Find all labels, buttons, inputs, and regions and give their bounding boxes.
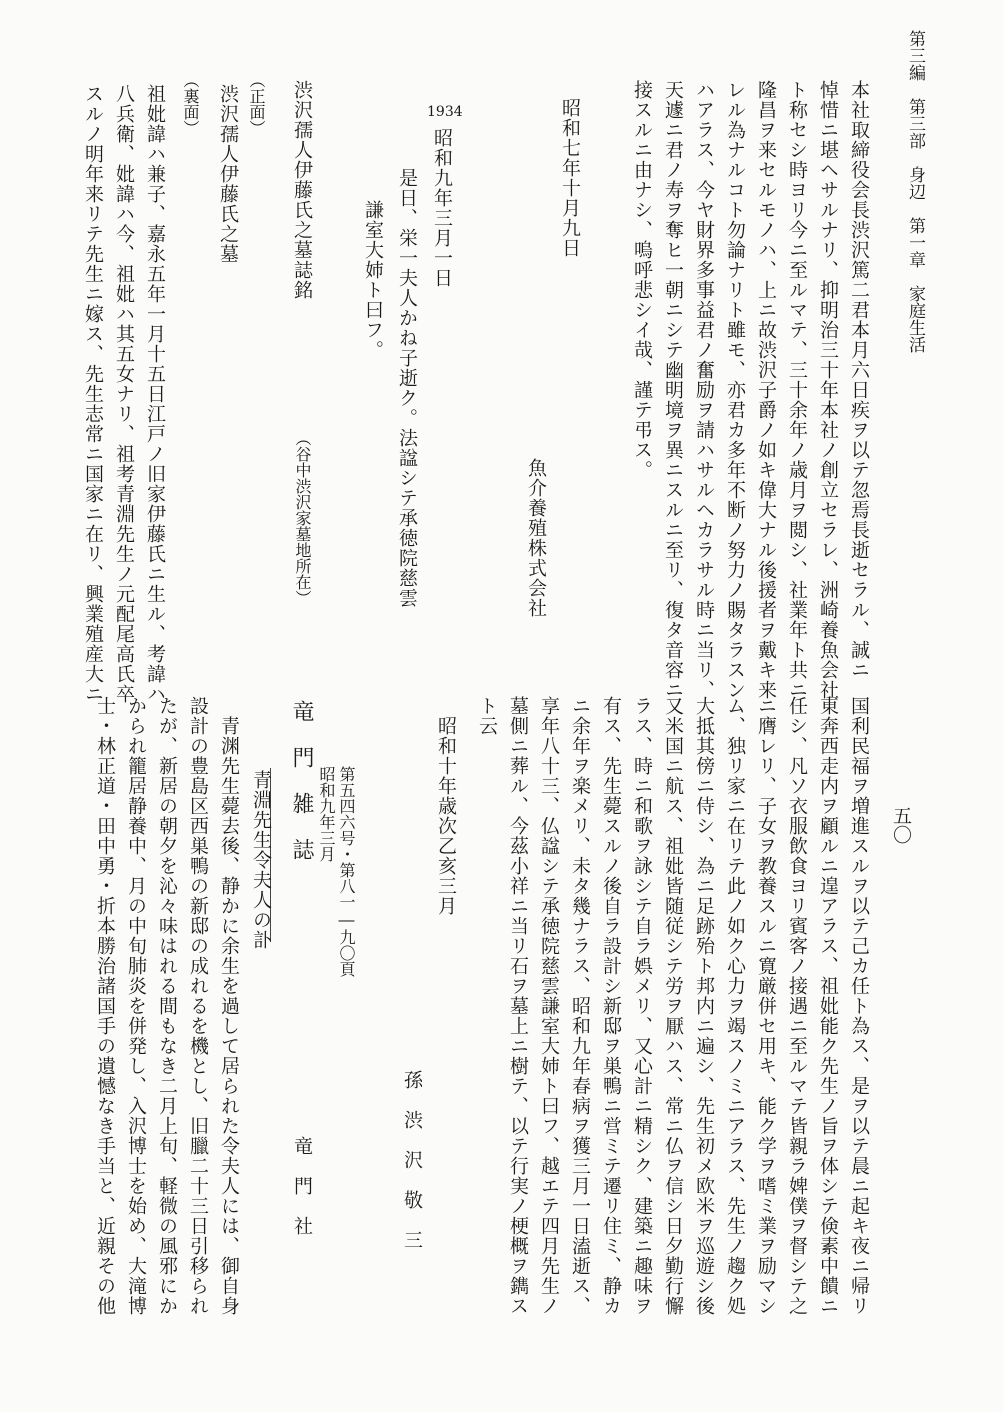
magazine-publisher: 竜 門 社 — [291, 1136, 313, 1236]
article-line: 設計の豊島区西巣鴨の新邸の成れるを機とし、旧臘二十三日引移られ — [187, 696, 209, 1316]
obituary-line: 隆昌ヲ来セルモノハ、上ニ故渋沢子爵ノ如キ偉大ナル後援者ヲ戴キ来 — [755, 80, 777, 700]
epitaph-line: 大抵其傍ニ侍シ、為ニ足跡殆ト邦内ニ遍シ、先生初メ欧米ヲ巡遊シ後 — [693, 696, 715, 1316]
epitaph-line: ラス、時ニ和歌ヲ詠シテ自ラ娯メリ、又心計ニ精シク、建築ニ趣味ヲ — [631, 696, 653, 1316]
obituary-line: 接スルニ由ナシ、嗚呼悲シイ哉、謹テ弔ス。 — [631, 80, 653, 480]
epitaph-line: 東奔西走内ヲ顧ルニ遑アラス、祖妣能ク先生ノ旨ヲ体シテ倹素中饋ニ — [817, 696, 839, 1316]
article-title: 青淵先生令夫人の訃 — [250, 770, 272, 950]
back-line: スルノ明年来リテ先生ニ嫁ス、先生志常ニ国家ニ在リ、興業殖産大ニ — [82, 84, 104, 704]
back-line: 祖妣諱ハ兼子、嘉永五年一月十五日江戸ノ旧家伊藤氏ニ生ル、考諱ハ — [144, 84, 166, 704]
obituary-line: ハアラス、今ヤ財界多事益君ノ奮励ヲ請ハサルヘカラサル時ニ当リ、 — [693, 80, 715, 700]
epitaph-line: ニ余年ヲ楽メリ、未タ幾ナラス、昭和九年春病ヲ獲三月一日溘逝ス、 — [569, 696, 591, 1316]
epitaph-title: 渋沢孺人伊藤氏之墓誌銘 — [291, 80, 313, 300]
event-line: 謙室大姉ト曰フ。 — [362, 200, 384, 360]
epitaph-line: 又米国ニ航ス、祖妣皆随従シテ労ヲ厭ハス、常ニ仏ヲ信シ日夕勤行懈 — [662, 696, 684, 1316]
magazine-issue: 第五四六号・第八一―九〇頁 — [337, 766, 356, 977]
front-label: （正面） — [247, 72, 266, 136]
epitaph-line: 有ス、先生薨スルノ後自ラ設計シ新邸ヲ巣鴨ニ営ミテ遷リ住ミ、静カ — [600, 696, 622, 1316]
epitaph-line: 享年八十三、仏諡シテ承徳院慈雲謙室大姉ト曰フ、越エテ四月先生ノ — [538, 696, 560, 1316]
obituary-line: 悼惜ニ堪ヘサルナリ、抑明治三十年本社ノ創立セラレ、洲崎養魚会社 — [817, 80, 839, 700]
article-line: 青渊先生薨去後、静かに余生を過して居られた令夫人には、御自身 — [218, 716, 240, 1316]
epitaph-line: ム、独リ家ニ在リテ此ノ如ク心力ヲ竭スノミニアラス、先生ノ趨ク処 — [724, 696, 746, 1316]
obituary-line: 天遽ニ君ノ寿ヲ奪ヒ一朝ニシテ幽明境ヲ異ニスルニ至リ、復タ音容ニ — [662, 80, 684, 700]
epitaph-location: （谷中渋沢家墓地所在） — [293, 430, 312, 606]
article-line: たが、新居の朝夕を沁々味はれる間もなき二月上旬、軽微の風邪にか — [156, 696, 178, 1316]
article-line: 士・林正道・田中勇・折本勝治諸国手の遺憾なき手当と、近親その他 — [94, 696, 116, 1316]
page-number: 五〇 — [890, 806, 912, 844]
chapter-header: 第三編 第三部 身辺 第一章 家庭生活 — [905, 30, 925, 353]
epitaph-author: 孫 渋 沢 敬 三 — [401, 1070, 423, 1250]
epitaph-line: 任シ、凡ソ衣服飲食ヨリ賓客ノ接遇ニ至ルマテ皆親ラ婢僕ヲ督シテ之 — [786, 696, 808, 1316]
magazine-date: 昭和九年三月 — [317, 766, 336, 862]
event-date: 昭和九年三月一日 — [431, 128, 453, 288]
obituary-line: 本社取締役会長渋沢篤二君本月六日疾ヲ以テ忽焉長逝セラル、誠ニ — [848, 80, 870, 680]
epitaph-line: 国利民福ヲ増進スルヲ以テ己カ任ト為ス、是ヲ以テ晨ニ起キ夜ニ帰リ — [848, 696, 870, 1316]
obituary-signer: 魚介養殖株式会社 — [525, 458, 547, 618]
front-text: 渋沢孺人伊藤氏之墓 — [217, 84, 239, 264]
event-line: 是日、栄一夫人かね子逝ク。法諡シテ承徳院慈雲 — [396, 168, 418, 608]
epitaph-line: 墓側ニ葬ル、今茲小祥ニ当リ石ヲ墓上ニ樹テ、以テ行実ノ梗概ヲ鐫ス — [507, 696, 529, 1316]
epitaph-line: ニ膺レリ、子女ヲ教養スルニ寛厳併セ用キ、能ク学ヲ嗜ミ業ヲ励マシ — [755, 696, 777, 1316]
epitaph-date: 昭和十年歳次乙亥三月 — [435, 716, 457, 916]
article-line: かられ籠居静養中、月の中旬肺炎を併発し、入沢博士を始め、大滝博 — [125, 696, 147, 1316]
obituary-line: レル為ナルコト勿論ナリト雖モ、亦君カ多年不断ノ努力ノ賜タラスン — [724, 80, 746, 700]
back-label: （裏面） — [181, 72, 200, 136]
year-mark: 1934 — [427, 104, 463, 120]
back-line: 八兵衛、妣諱ハ今、祖妣ハ其五女ナリ、祖考青淵先生ノ元配尾高氏卒 — [113, 84, 135, 704]
magazine-title: 竜 門 雑 誌 — [289, 700, 314, 861]
obituary-date: 昭和七年十月九日 — [559, 98, 581, 258]
obituary-line: ト称セシ時ヨリ今ニ至ルマテ、三十余年ノ歳月ヲ閲シ、社業年ト共ニ — [786, 80, 808, 700]
epitaph-line: ト云 — [476, 696, 498, 736]
